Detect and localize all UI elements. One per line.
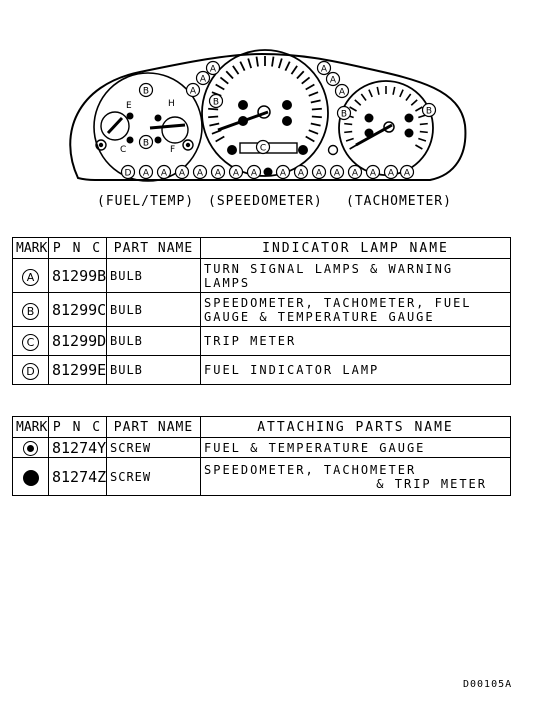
marker-letter: A xyxy=(196,168,204,179)
header-pnc: P N C xyxy=(49,238,107,259)
gauge-tick xyxy=(418,139,426,141)
gauge-tick xyxy=(248,59,251,69)
table-row xyxy=(13,356,511,385)
gauge-tick xyxy=(309,92,318,96)
gauge-tick xyxy=(420,124,428,125)
ringed-dot-icon xyxy=(23,441,38,456)
svg-text:F: F xyxy=(170,145,176,155)
marker-letter: A xyxy=(387,168,395,179)
marker-letter: A xyxy=(209,64,217,75)
gauge-labels xyxy=(0,194,560,214)
table-row xyxy=(13,327,511,356)
gauge-tick xyxy=(272,57,273,67)
lamp-name-cell: FUEL INDICATOR LAMP xyxy=(201,356,511,385)
gauge-tick xyxy=(406,94,411,100)
pnc-cell: 81299E xyxy=(49,356,107,385)
solid-dot-icon xyxy=(23,470,39,486)
marker-letter: B xyxy=(142,86,150,97)
label-tachometer: (TACHOMETER) xyxy=(346,194,452,209)
marker-letter: B xyxy=(212,97,220,108)
label-speedometer: (SPEEDOMETER) xyxy=(208,194,323,209)
gauge-tick xyxy=(350,145,357,149)
gauge-tick xyxy=(420,132,428,133)
gauge-tick xyxy=(209,123,219,125)
lamp-name-cell: TURN SIGNAL LAMPS & WARNING LAMPS xyxy=(201,259,511,293)
marker-letter: A xyxy=(403,168,411,179)
mark-symbol: B xyxy=(22,303,39,320)
gauge-tick xyxy=(369,90,372,97)
gauge-tick xyxy=(346,139,354,141)
gauge-tick xyxy=(355,100,361,105)
marker-letter: B xyxy=(425,106,433,117)
gauge-tick xyxy=(279,59,282,69)
gauge-tick xyxy=(393,87,395,95)
gauge-tick xyxy=(302,77,310,83)
tachometer-gauge xyxy=(339,81,433,175)
part-name-cell: BULB xyxy=(107,293,201,327)
gauge-tick xyxy=(361,94,366,100)
table-header-row xyxy=(13,417,511,438)
svg-text:C: C xyxy=(120,145,127,155)
gauge-tick xyxy=(226,71,233,78)
instrument-cluster-diagram xyxy=(0,0,560,195)
marker-letter: A xyxy=(320,64,328,75)
marker-letter: A xyxy=(160,168,168,179)
part-name-cell: BULB xyxy=(107,327,201,356)
pnc-cell: 81274Z xyxy=(49,458,107,496)
gauge-tick xyxy=(306,85,315,90)
reference-code: D00105A xyxy=(463,679,513,690)
marker-letter: A xyxy=(199,74,207,85)
mark-symbol: A xyxy=(22,269,39,286)
pnc-cell: 81299C xyxy=(49,293,107,327)
gauge-tick xyxy=(415,107,422,111)
gauge-tick xyxy=(312,117,322,118)
marker-letter: A xyxy=(338,87,346,98)
marker-letter: A xyxy=(279,168,287,179)
part-name-cell: BULB xyxy=(107,356,201,385)
gauge-tick xyxy=(311,123,321,125)
marker-letter: A xyxy=(250,168,258,179)
gauge-tick xyxy=(411,100,417,105)
marker-letter: A xyxy=(142,168,150,179)
marker-letter: A xyxy=(232,168,240,179)
header-attaching-parts-name: ATTACHING PARTS NAME xyxy=(201,417,511,438)
svg-text:H: H xyxy=(168,99,175,109)
attaching-part-name-cell: SPEEDOMETER, TACHOMETER & TRIP METER xyxy=(201,458,511,496)
header-pnc: P N C xyxy=(49,417,107,438)
header-part-name: PART NAME xyxy=(107,417,201,438)
marker-letter: A xyxy=(189,86,197,97)
table-row xyxy=(13,438,511,458)
gauge-tick xyxy=(240,62,244,71)
gauge-tick xyxy=(309,130,318,134)
gauge-tick xyxy=(311,100,321,102)
gauge-tick xyxy=(208,117,218,118)
pnc-cell: 81299B xyxy=(49,259,107,293)
label-fuel-temp: (FUEL/TEMP) xyxy=(97,194,195,209)
gauge-tick xyxy=(297,71,304,78)
indicator-lamp-table xyxy=(12,237,511,385)
gauge-tick xyxy=(344,124,352,125)
part-name-cell: BULB xyxy=(107,259,201,293)
lamp-name-cell: SPEEDOMETER, TACHOMETER, FUEL GAUGE & TEMPERATURE GAUGE xyxy=(201,293,511,327)
marker-letter: A xyxy=(178,168,186,179)
header-mark: MARK xyxy=(13,238,49,259)
marker-letter: A xyxy=(315,168,323,179)
gauge-tick xyxy=(216,85,225,90)
gauge-tick xyxy=(306,137,315,142)
gauge-tick xyxy=(257,57,258,67)
gauge-tick xyxy=(208,109,218,110)
part-name-cell: SCREW xyxy=(107,438,201,458)
attaching-part-name-cell: FUEL & TEMPERATURE GAUGE xyxy=(201,438,511,458)
gauge-tick xyxy=(220,77,228,83)
gauge-tick xyxy=(400,90,403,97)
header-indicator-lamp-name: INDICATOR LAMP NAME xyxy=(201,238,511,259)
marker-letter: A xyxy=(297,168,305,179)
marker-letter: D xyxy=(124,168,132,179)
marker-letter: B xyxy=(340,109,348,120)
gauge-tick xyxy=(291,66,297,74)
mark-symbol: C xyxy=(22,334,39,351)
pnc-cell: 81299D xyxy=(49,327,107,356)
gauge-tick xyxy=(377,87,379,95)
pnc-cell: 81274Y xyxy=(49,438,107,458)
marker-letter: A xyxy=(333,168,341,179)
gauge-tick xyxy=(344,132,352,133)
marker-letter: C xyxy=(259,143,267,154)
lamp-name-cell: TRIP METER xyxy=(201,327,511,356)
marker-letter: A xyxy=(369,168,377,179)
table-row xyxy=(13,293,511,327)
table-header-row xyxy=(13,238,511,259)
gauge-tick xyxy=(312,109,322,110)
header-part-name: PART NAME xyxy=(107,238,201,259)
table-row xyxy=(13,458,511,496)
gauge-tick xyxy=(285,62,289,71)
marker-letter: A xyxy=(351,168,359,179)
mark-symbol: D xyxy=(22,363,39,380)
marker-letter: A xyxy=(329,75,337,86)
table-row xyxy=(13,259,511,293)
marker-letter: A xyxy=(214,168,222,179)
gauge-tick xyxy=(216,137,225,142)
header-mark: MARK xyxy=(13,417,49,438)
svg-text:E: E xyxy=(126,101,132,111)
attaching-parts-table xyxy=(12,416,511,496)
gauge-tick xyxy=(350,107,357,111)
gauge-tick xyxy=(415,145,422,149)
part-name-cell: SCREW xyxy=(107,458,201,496)
gauge-tick xyxy=(233,66,239,74)
marker-letter: B xyxy=(142,138,150,149)
